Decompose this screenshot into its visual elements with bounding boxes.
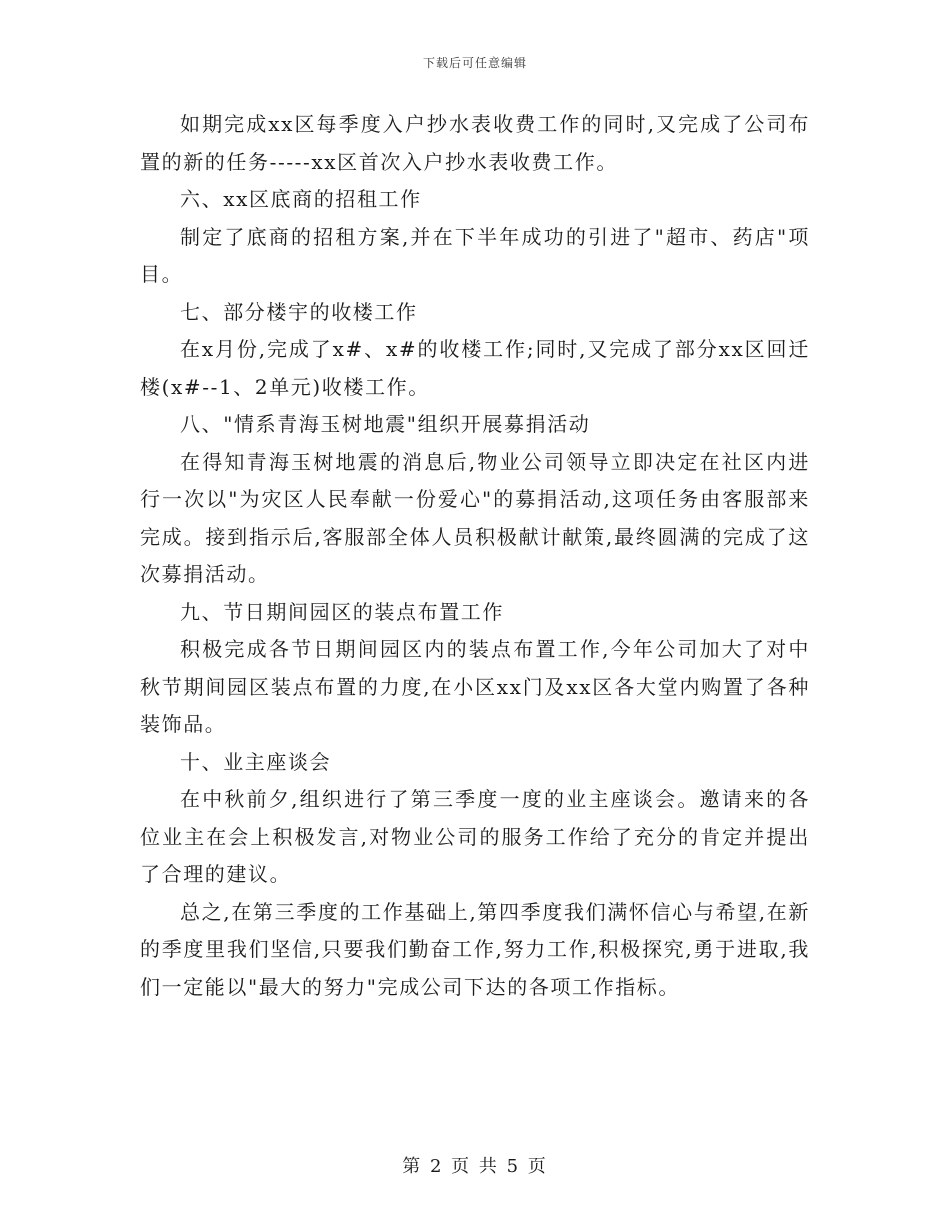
section-heading-ten: 十、业主座谈会 (180, 749, 332, 774)
section-heading-seven: 七、部分楼宇的收楼工作 (180, 299, 418, 324)
page-number: 第 2 页 共 5 页 (402, 1156, 548, 1177)
page-header-note: 下载后可任意编辑 (422, 56, 527, 70)
paragraph-decoration: 积极完成各节日期间园区内的装点布置工作,今年公司加大了对中秋节期间园区装点布置的力度,在小区xx门及xx区各大堂内购置了各种装饰品。 (140, 637, 810, 736)
paragraph-summary: 总之,在第三季度的工作基础上,第四季度我们满怀信心与希望,在新的季度里我们坚信,只要我们勤奋工作,努力工作,积极探究,勇于进取,我们一定能以"最大的努力"完成公司下达的各项工作指标。 (140, 899, 810, 999)
section-heading-six: 六、xx区底商的招租工作 (180, 187, 422, 211)
section-heading-nine: 九、节日期间园区的装点布置工作 (180, 599, 504, 624)
paragraph-water-meter: 如期完成xx区每季度入户抄水表收费工作的同时,又完成了公司布置的新的任务-----xx区首次入户抄水表收费工作。 (140, 112, 810, 174)
paragraph-owner-meeting: 在中秋前夕,组织进行了第三季度一度的业主座谈会。邀请来的各位业主在会上积极发言,对物业公司的服务工作给了充分的肯定并提出了合理的建议。 (140, 787, 810, 886)
paragraph-building-handover: 在x月份,完成了x#、x#的收楼工作;同时,又完成了部分xx区回迁楼(x#--1、2单元)收楼工作。 (140, 337, 810, 399)
paragraph-donation: 在得知青海玉树地震的消息后,物业公司领导立即决定在社区内进行一次以"为灾区人民奉献一份爱心"的募捐活动,这项任务由客服部来完成。接到指示后,客服部全体人员积极献计献策,最终圆满的完成了这次募捐活动。 (140, 449, 810, 586)
section-heading-eight: 八、"情系青海玉树地震"组织开展募捐活动 (180, 412, 591, 436)
paragraph-shop-leasing: 制定了底商的招租方案,并在下半年成功的引进了"超市、药店"项目。 (140, 224, 810, 286)
document-body (140, 106, 810, 1006)
